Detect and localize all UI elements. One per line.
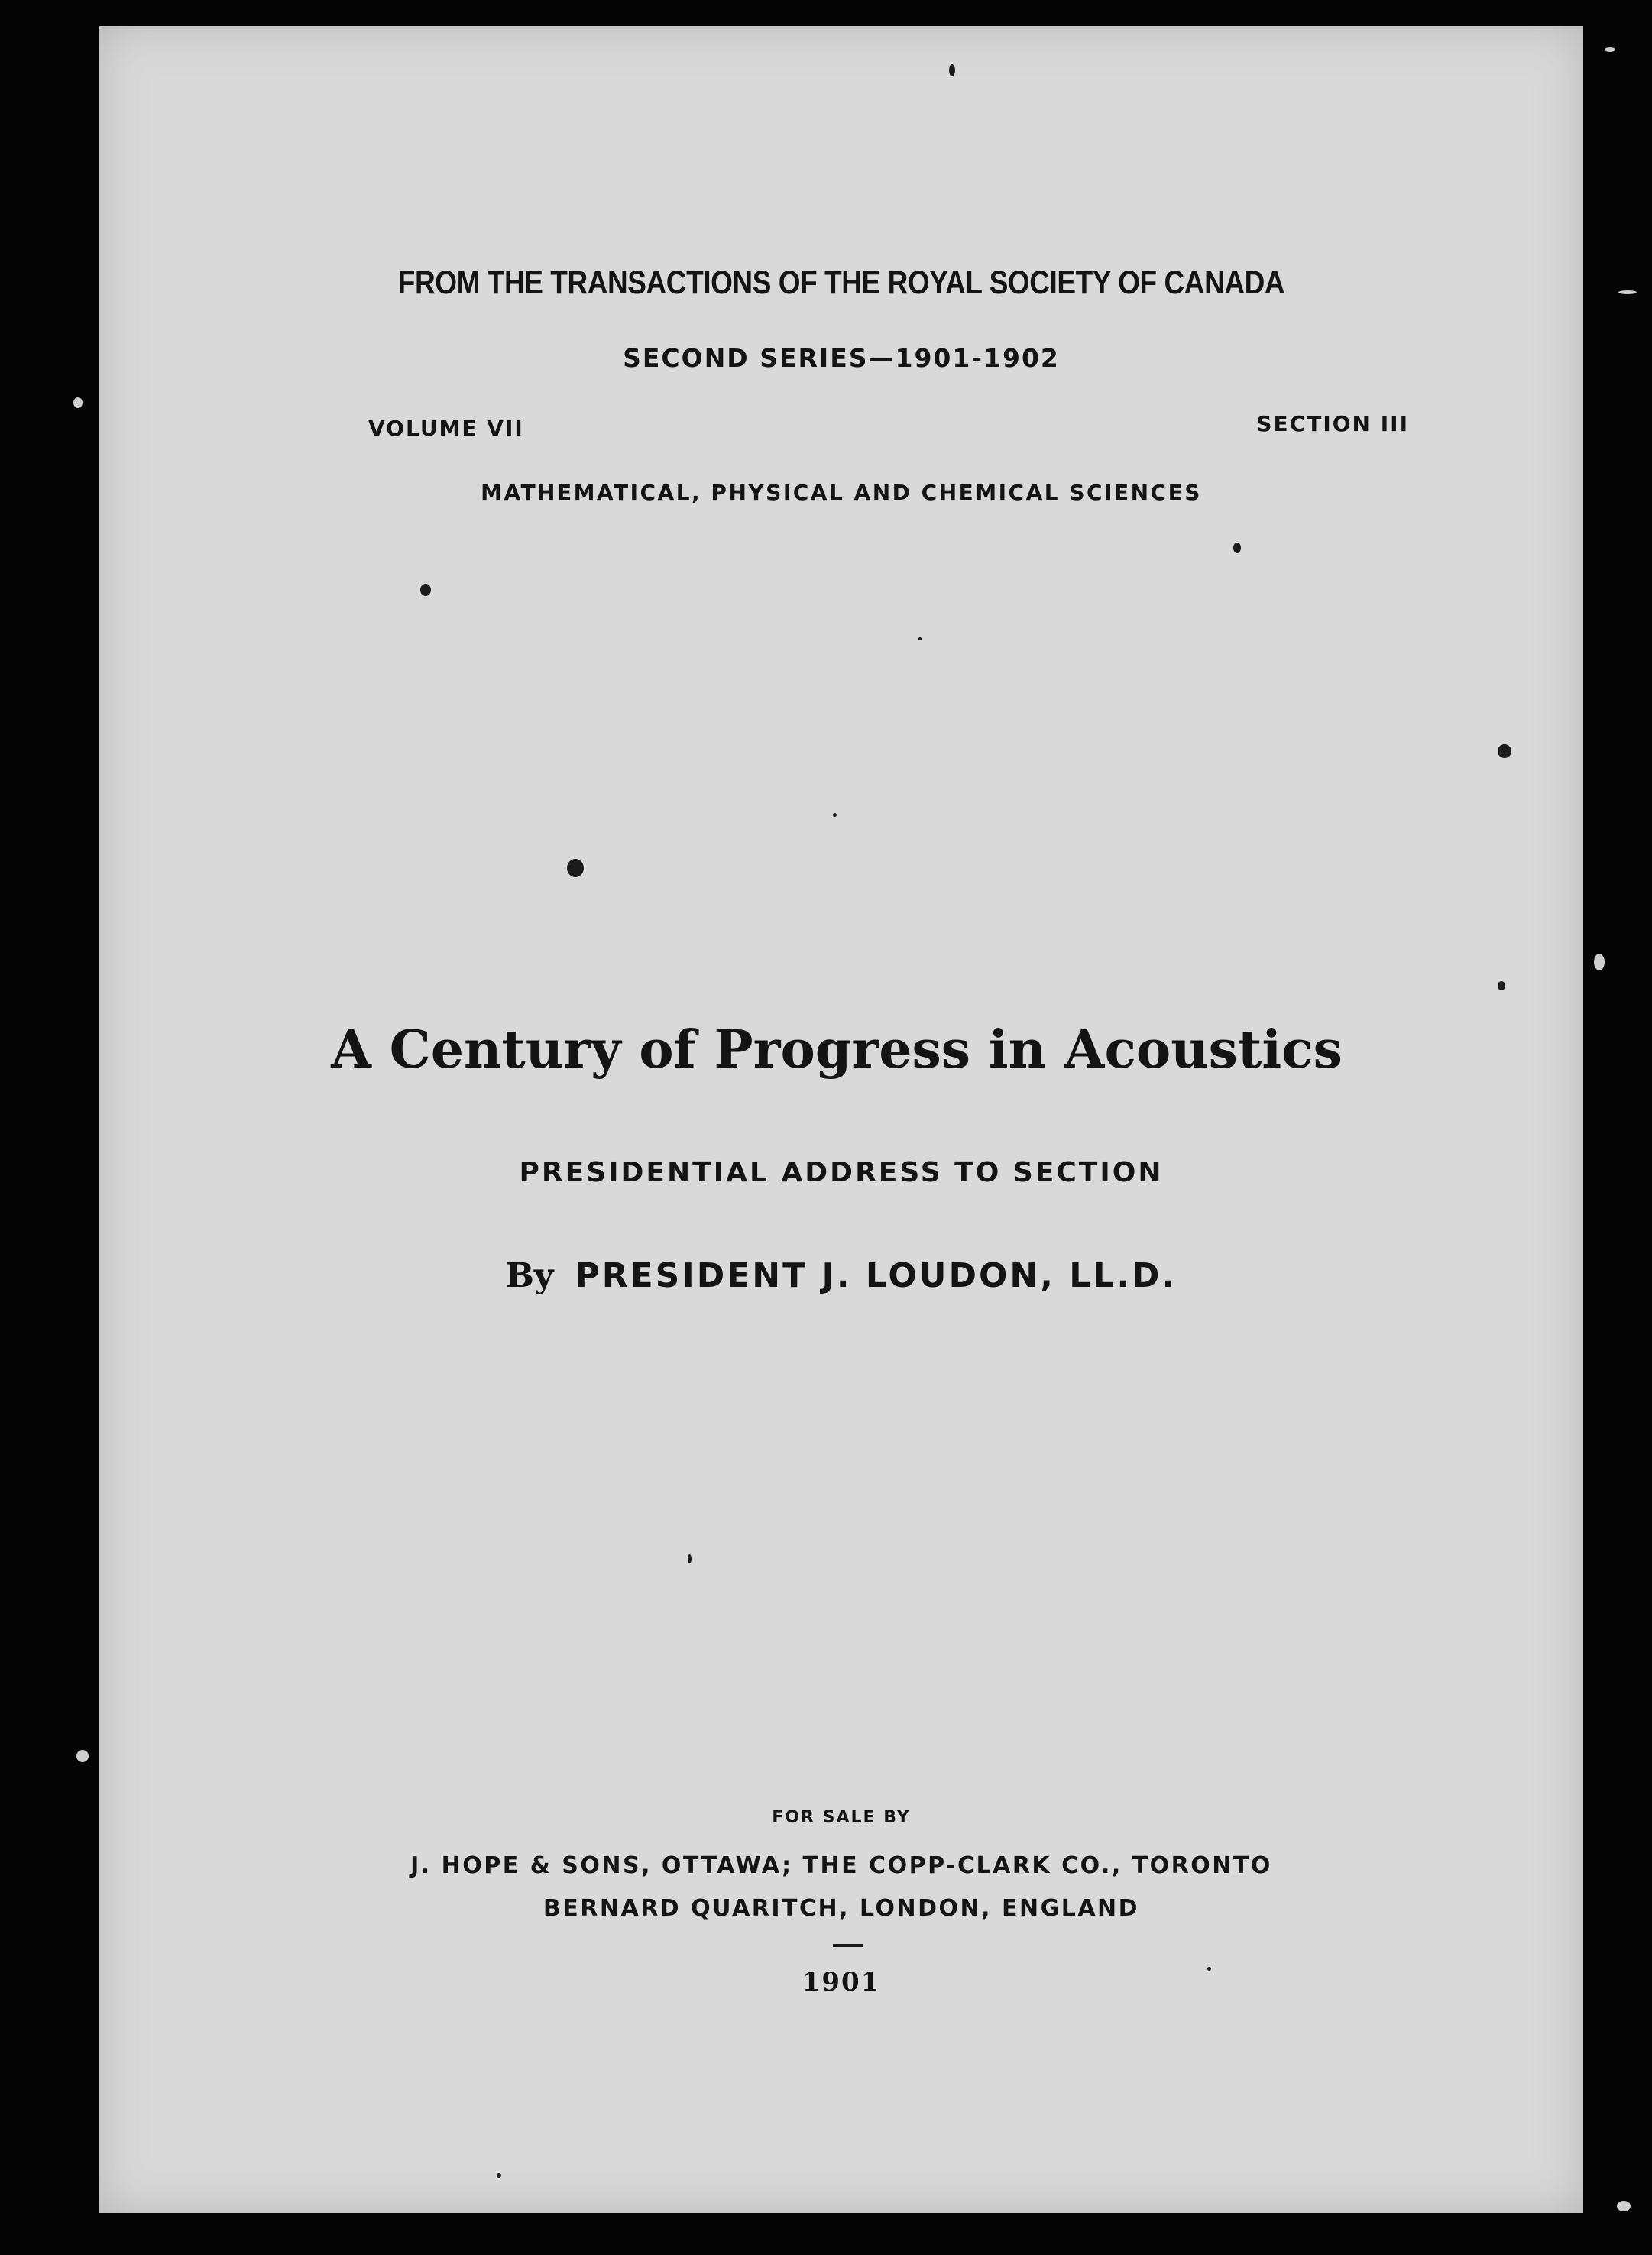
title-page <box>99 26 1583 2213</box>
scan-speck <box>1498 981 1505 990</box>
edge-speck <box>1617 2201 1631 2211</box>
document-subtitle: PRESIDENTIAL ADDRESS TO SECTION <box>519 1157 1164 1188</box>
source-line: FROM THE TRANSACTIONS OF THE ROYAL SOCIETY OF CANADA <box>397 264 1285 301</box>
scan-speck <box>497 2173 501 2178</box>
scan-speck <box>833 813 837 817</box>
edge-speck <box>76 1750 89 1762</box>
author-name: PRESIDENT J. LOUDON, LL.D. <box>575 1256 1177 1295</box>
subject-line: MATHEMATICAL, PHYSICAL AND CHEMICAL SCIENCES <box>481 480 1202 505</box>
scan-speck <box>1233 543 1241 553</box>
document-title: A Century of Progress in Acoustics <box>331 1019 1343 1081</box>
edge-speck <box>1594 954 1605 970</box>
scan-speck <box>688 1554 692 1563</box>
separator-rule <box>833 1944 863 1947</box>
author-prefix: By <box>505 1256 554 1295</box>
edge-speck <box>1618 290 1637 294</box>
scan-speck <box>949 64 955 76</box>
seller-line-1: J. HOPE & SONS, OTTAWA; THE COPP-CLARK CO., TORONTO <box>410 1852 1272 1879</box>
scan-speck <box>918 637 922 640</box>
scan-speck <box>1498 744 1511 758</box>
scan-speck <box>420 584 431 596</box>
volume-label: VOLUME VII <box>368 416 524 441</box>
scan-speck <box>567 859 584 877</box>
seller-line-2: BERNARD QUARITCH, LONDON, ENGLAND <box>543 1895 1140 1922</box>
for-sale-label: FOR SALE BY <box>772 1808 911 1827</box>
publication-year: 1901 <box>802 1967 881 1997</box>
scan-speck <box>1207 1967 1211 1971</box>
author-line <box>99 1256 1583 1295</box>
section-label: SECTION III <box>1256 411 1409 436</box>
edge-speck <box>73 397 83 408</box>
edge-speck <box>1605 47 1615 52</box>
series-line: SECOND SERIES—1901-1902 <box>623 343 1060 373</box>
